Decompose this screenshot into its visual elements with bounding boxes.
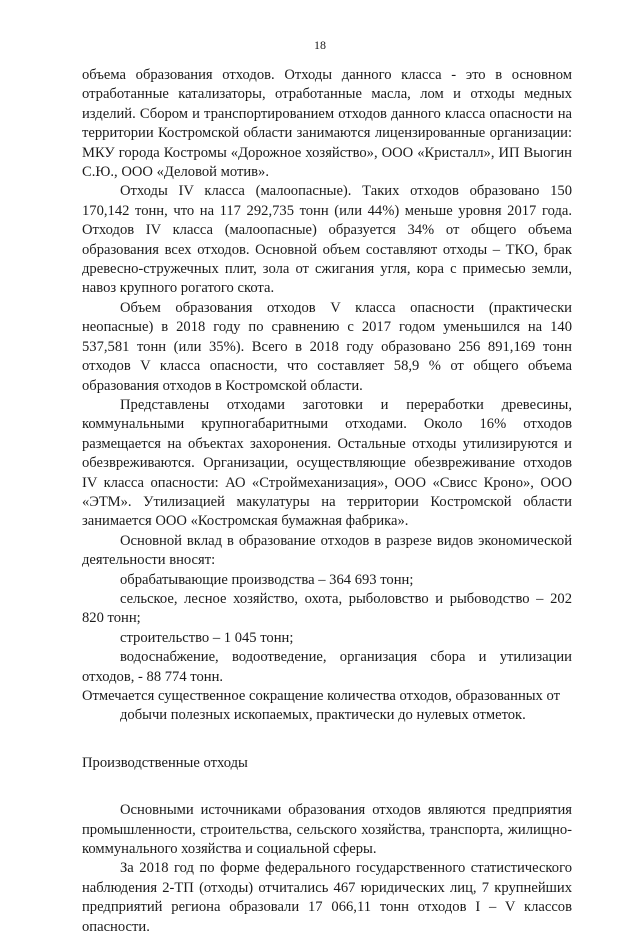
section-heading: Производственные отходы: [82, 754, 248, 771]
paragraph-hazard-class-iii-continued: объема образования отходов. Отходы данного класса - это в основном отработанные катализаторы, отработанные масла, лом и отходы медных изделий. Сбором и транспортированием отходов данного класса опасности на территории Костромской области занимаются лицензированные организации: МКУ города Костромы «Дорожное хозяйство», ООО «Кристалл», ИП Выогин С.Ю., ООО «Деловой мотив».: [82, 67, 572, 181]
paragraph-hazard-class-v: Объем образования отходов V класса опасности (практически неопасные) в 2018 году по сравнению с 2017 годом уменьшился на 140 537,581 тонн (или 35%). Всего в 2018 году образовано 256 891,169 тонн отходов V класса опасности, что составляет 58,9 % от общего объема образования отходов в Костромской области.: [82, 299, 572, 394]
page-number: 18: [314, 38, 326, 52]
paragraph-mining-reduction-note: Отмечается существенное сокращение количества отходов, образованных от добычи полезных ископаемых, практически до нулевых отметок.: [82, 688, 560, 724]
paragraph-2tp-reporting: За 2018 год по форме федерального государственного статистического наблюдения 2-ТП (отходы) отчитались 467 юридических лиц, 7 крупнейших предприятий региона образовали 17 066,11 тонн отходов I – V классов опасности.: [82, 860, 572, 935]
paragraph-hazard-class-iv: Отходы IV класса (малоопасные). Таких отходов образовано 150 170,142 тонн, что на 117 292,735 тонн (или 44%) меньше уровня 2017 года. Отходов IV класса (малоопасные) образуется 34% от общего объема образования всех отходов. Основной объем составляют отходы – ТКО, брак древесно-стружечных плит, зола от сжигания угля, кора с примесью земли, навоз крупного рогатого скота.: [82, 183, 572, 297]
paragraph-class-v-composition: Представлены отходами заготовки и переработки древесины, коммунальными крупногабаритными отходами. Около 16% отходов размещается на объектах захоронения. Остальные отходы утилизируются и обезвреживаются. Организации, осуществляющие обезвреживание отходов IV класса опасности: АО «Строймеханизация», ООО «Свисс Кроно», ООО «ЭТМ». Утилизацией макулатуры на территории Костромской области занимается ООО «Костромская бумажная фабрика».: [82, 396, 572, 530]
paragraph-production-waste-sources: Основными источниками образования отходов являются предприятия промышленности, строительства, сельского хозяйства, транспорта, жилищно-коммунального хозяйства и социальной сферы.: [82, 802, 572, 858]
list-item-manufacturing: обрабатывающие производства – 364 693 тонн;: [120, 571, 414, 588]
paragraph-economic-activity-intro: Основной вклад в образование отходов в разрезе видов экономической деятельности вносят:: [82, 532, 572, 569]
list-item-water-supply: водоснабжение, водоотведение, организация сбора и утилизации отходов, - 88 774 тонн.: [82, 649, 572, 685]
page-body: [82, 66, 572, 937]
list-item-agriculture: сельское, лесное хозяйство, охота, рыболовство и рыбоводство – 202 820 тонн;: [82, 590, 572, 627]
list-item-construction: строительство – 1 045 тонн;: [120, 629, 294, 646]
